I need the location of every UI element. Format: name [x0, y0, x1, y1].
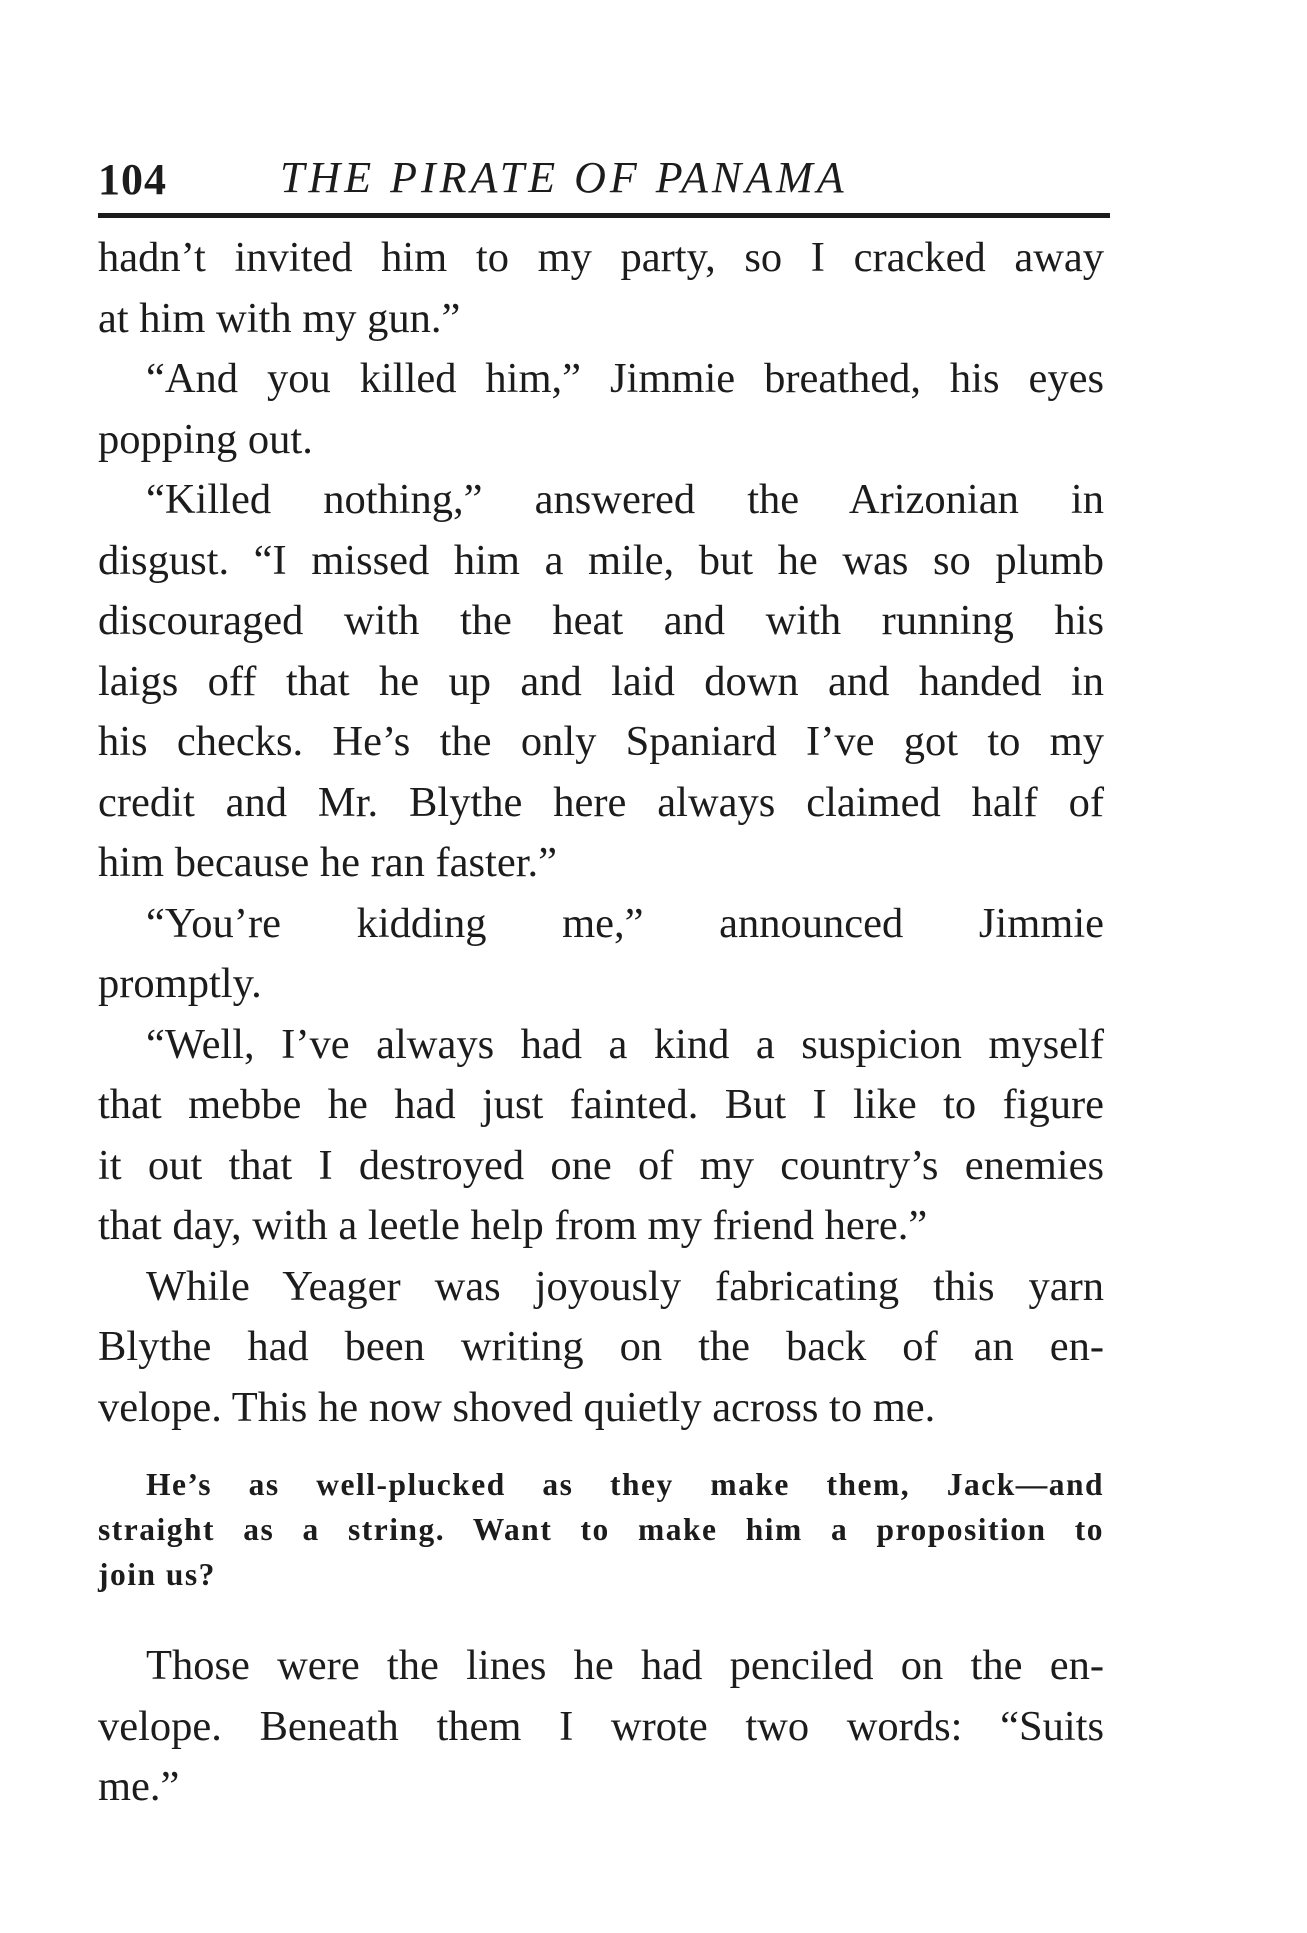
- note-line: straight as a string. Want to make him a proposition to: [98, 1512, 1104, 1547]
- body-text-line: popping out.: [98, 415, 313, 463]
- body-text-line: disgust. “I missed him a mile, but he was so plumb: [98, 536, 1104, 584]
- body-text-line: laigs off that he up and laid down and handed in: [98, 657, 1104, 705]
- closing-line: Those were the lines he had penciled on the en-: [146, 1642, 1104, 1689]
- page-header: [98, 148, 1098, 208]
- penciled-note: [98, 1462, 1104, 1597]
- body-text: [98, 228, 1104, 1438]
- closing-paragraph: [98, 1636, 1104, 1818]
- body-text-line: promptly.: [98, 960, 262, 1007]
- body-text-line: his checks. He’s the only Spaniard I’ve got to my: [98, 718, 1104, 765]
- body-text-line: that day, with a leetle help from my friend here.”: [98, 1202, 928, 1249]
- body-text-line: Blythe had been writing on the back of an en-: [98, 1323, 1104, 1370]
- note-line: join us?: [98, 1557, 216, 1592]
- body-text-line: credit and Mr. Blythe here always claimed half of: [98, 778, 1104, 826]
- body-text-line: it out that I destroyed one of my country’s enemies: [98, 1141, 1104, 1189]
- body-text-line: discouraged with the heat and with running his: [98, 597, 1104, 644]
- body-text-line: hadn’t invited him to my party, so I cracked away: [98, 234, 1104, 281]
- body-text-line: him because he ran faster.”: [98, 839, 558, 886]
- body-text-line: at him with my gun.”: [98, 294, 461, 342]
- closing-line: velope. Beneath them I wrote two words: “Suits: [98, 1702, 1104, 1750]
- closing-line: me.”: [98, 1763, 180, 1810]
- body-text-line: “And you killed him,” Jimmie breathed, his eyes: [146, 355, 1104, 402]
- body-text-line: that mebbe he had just fainted. But I like to figure: [98, 1081, 1104, 1128]
- body-text-line: “Killed nothing,” answered the Arizonian in: [146, 476, 1104, 523]
- note-line: He’s as well-plucked as they make them, Jack—and: [146, 1467, 1104, 1502]
- running-title: THE PIRATE OF PANAMA: [280, 153, 848, 202]
- body-text-line: “You’re kidding me,” announced Jimmie: [146, 899, 1104, 947]
- page-number: 104: [98, 155, 167, 204]
- header-rule: [98, 213, 1110, 218]
- body-text-line: While Yeager was joyously fabricating this yarn: [146, 1262, 1104, 1310]
- body-text-line: “Well, I’ve always had a kind a suspicion myself: [146, 1020, 1104, 1068]
- body-text-line: velope. This he now shoved quietly across to me.: [98, 1383, 936, 1431]
